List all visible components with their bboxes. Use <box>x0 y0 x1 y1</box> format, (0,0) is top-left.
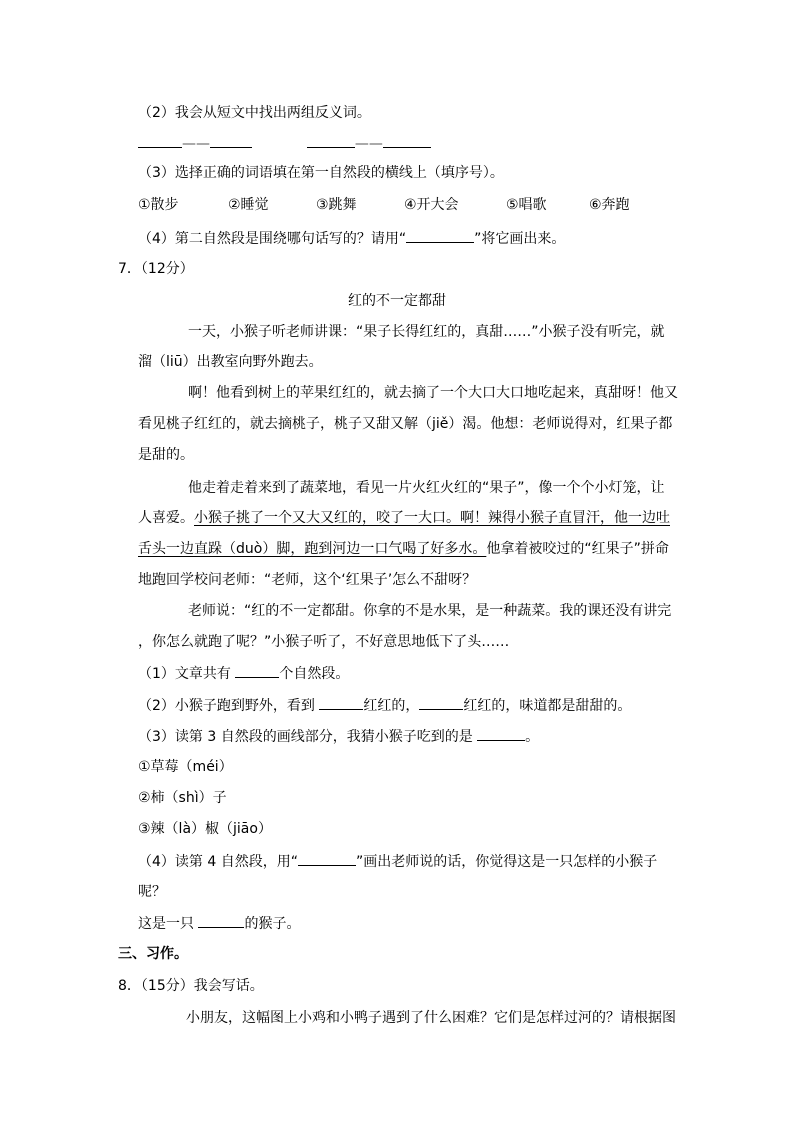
passage-text: ，你怎么就跑了呢？”小猴子听了，不好意思地低下了头…… <box>138 634 510 650</box>
option-4: ④开大会 <box>404 197 459 213</box>
choice-c: ③辣（là）椒（jiāo） <box>138 821 272 837</box>
passage-text: 是甜的。 <box>138 447 194 463</box>
passage-text: 他走着走着来到了蔬菜地，看见一片火红火红的“果子”，像一个个小灯笼，让 <box>188 480 665 496</box>
q7-sub3: （3）读第 3 自然段的画线部分，我猜小猴子吃到的是 。 <box>138 726 539 747</box>
option-2: ②睡觉 <box>228 197 269 213</box>
answer-blank[interactable] <box>477 726 525 741</box>
option-1: ①散步 <box>138 197 179 213</box>
answer-blank[interactable] <box>198 913 244 928</box>
option-3: ③跳舞 <box>316 197 357 213</box>
separator: —— <box>182 136 210 152</box>
underlined-sentence: 舌头一边直跺（duò）脚，跑到河边一口气喝了好多水。 <box>138 541 487 557</box>
answer-blank[interactable] <box>210 133 252 148</box>
passage-text: 一天，小猴子听老师讲课：“果子长得红红的，真甜……”小猴子没有听完，就 <box>188 324 665 340</box>
passage-title: 红的不一定都甜 <box>348 293 446 309</box>
answer-blank[interactable] <box>419 695 463 710</box>
q7-header: 7．（12分） <box>118 261 194 277</box>
option-5: ⑤唱歌 <box>506 197 547 213</box>
answer-blank[interactable] <box>307 133 355 148</box>
answer-blank[interactable] <box>298 851 356 866</box>
option-6: ⑥奔跑 <box>589 197 630 213</box>
q6-sub3: （3）选择正确的词语填在第一自然段的横线上（填序号）。 <box>138 165 504 181</box>
q7-sub4-answer: 这是一只 的猴子。 <box>138 913 300 934</box>
answer-blank[interactable] <box>235 663 279 678</box>
section-heading: 三、习作。 <box>118 946 188 962</box>
choice-a: ①草莓（méi） <box>138 759 233 775</box>
choice-b: ②柿（shì）子 <box>138 790 227 806</box>
underlined-sentence: 小猴子挑了一个又大又红的，咬了一大口。啊！辣得小猴子直冒汗，他一边吐 <box>194 510 670 526</box>
passage-text: 老师说：“红的不一定都甜。你拿的不是水果，是一种蔬菜。我的课还没有讲完 <box>188 603 672 619</box>
q7-sub2: （2）小猴子跑到野外，看到 红红的， 红红的，味道都是甜甜的。 <box>138 695 631 716</box>
passage-text: 溜（liū）出教室向野外跑去。 <box>138 354 323 370</box>
answer-blank[interactable] <box>138 133 182 148</box>
passage-text: 舌头一边直跺（duò）脚，跑到河边一口气喝了好多水。他拿着被咬过的“红果子”拼命 <box>138 541 669 557</box>
passage-text: 人喜爱。小猴子挑了一个又大又红的，咬了一大口。啊！辣得小猴子直冒汗，他一边吐 <box>138 510 670 526</box>
passage-text: 地跑回学校问老师：“老师，这个‘红果子’怎么不甜呀？ <box>138 572 477 588</box>
q7-sub4: （4）读第 4 自然段，用“ ”画出老师说的话，你觉得这是一只怎样的小猴子 <box>138 851 657 872</box>
q7-sub4-cont: 呢？ <box>138 884 166 900</box>
q7-sub1: （1）文章共有 个自然段。 <box>138 663 349 684</box>
q6-sub4: （4）第二自然段是围绕哪句话写的？请用“ ”将它画出来。 <box>138 228 565 249</box>
answer-blank[interactable] <box>383 133 431 148</box>
q8-header: 8．（15分）我会写话。 <box>118 978 264 994</box>
answer-blank[interactable] <box>406 228 474 243</box>
separator: —— <box>354 136 383 152</box>
q8-text: 小朋友，这幅图上小鸡和小鸭子遇到了什么困难？它们是怎样过河的？请根据图 <box>186 1010 676 1026</box>
passage-text: 看见桃子红红的，就去摘桃子，桃子又甜又解（jiě）渴。他想：老师说得对，红果子都 <box>138 416 673 432</box>
q6-sub2: （2）我会从短文中找出两组反义词。 <box>138 105 371 121</box>
passage-text: 啊！他看到树上的苹果红红的，就去摘了一个大口大口地吃起来，真甜呀！他又 <box>188 385 678 401</box>
answer-blank[interactable] <box>319 695 363 710</box>
antonym-row <box>138 133 431 154</box>
